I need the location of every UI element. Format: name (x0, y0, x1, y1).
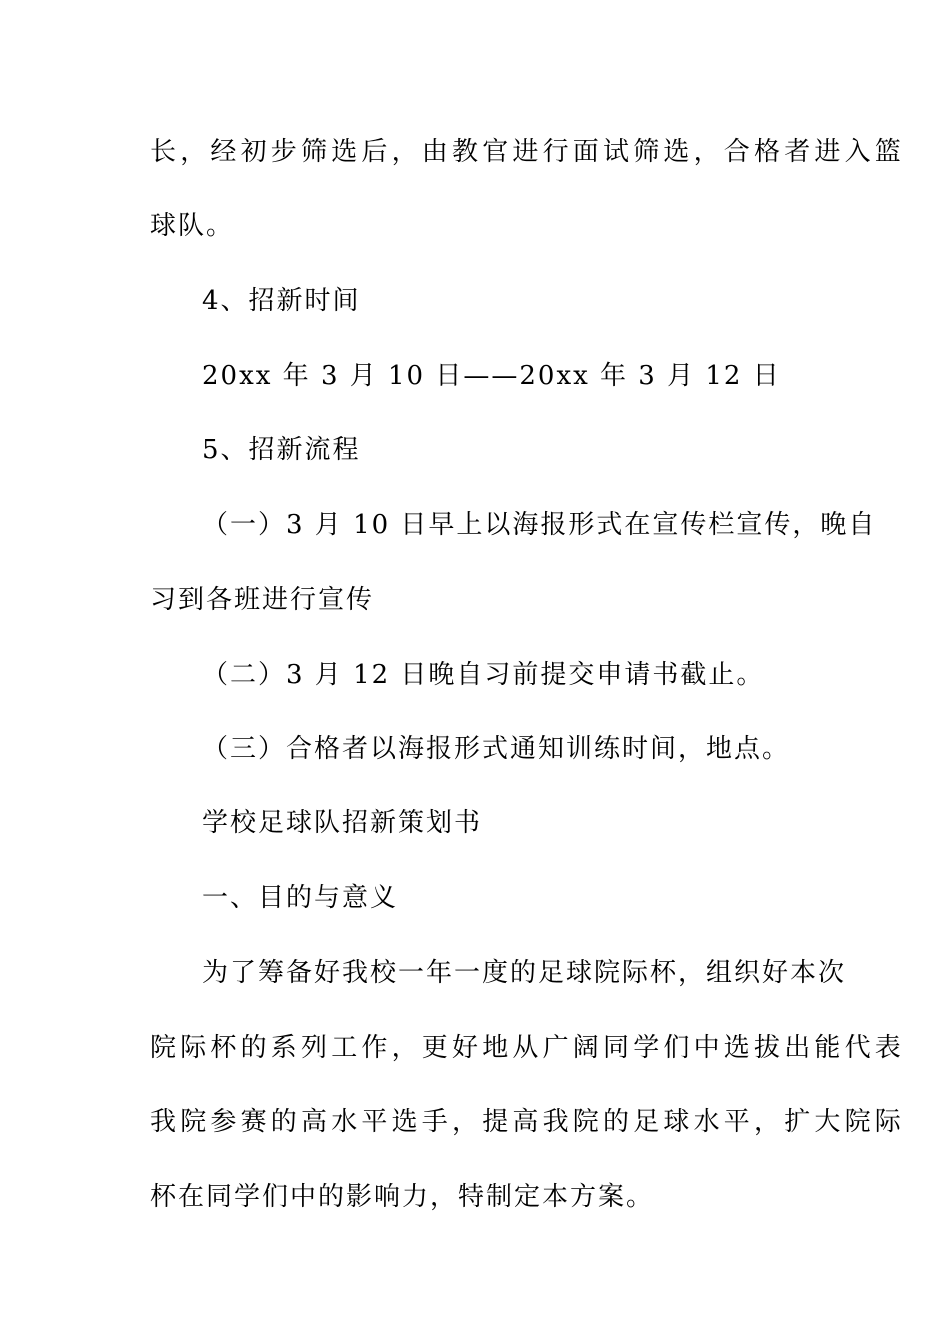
section-heading: 一、目的与意义 (202, 883, 399, 913)
document-title: 学校足球队招新策划书 (202, 808, 483, 838)
list-item: （二）3 月 12 日晚自习前提交申请书截止。 (202, 660, 765, 690)
list-item: （三）合格者以海报形式通知训练时间，地点。 (202, 734, 791, 764)
paragraph-line: 院际杯的系列工作，更好地从广阔同学们中选拔出能代表 (150, 1033, 906, 1063)
section-heading: 4、招新时间 (202, 286, 361, 316)
paragraph-line: 球队。 (150, 211, 235, 241)
list-item: （一）3 月 10 日早上以海报形式在宣传栏宣传，晚自 (202, 510, 877, 540)
paragraph-line: 长，经初步筛选后，由教官进行面试筛选，合格者进入篮 (150, 137, 906, 167)
paragraph-line: 杯在同学们中的影响力，特制定本方案。 (150, 1182, 655, 1212)
section-heading: 5、招新流程 (202, 435, 361, 465)
paragraph-line: 习到各班进行宣传 (150, 585, 375, 615)
date-range: 20xx 年 3 月 10 日——20xx 年 3 月 12 日 (202, 361, 781, 391)
paragraph-line: 我院参赛的高水平选手，提高我院的足球水平，扩大院际 (150, 1107, 906, 1137)
paragraph-line: 为了筹备好我校一年一度的足球院际杯，组织好本次 (202, 958, 847, 988)
